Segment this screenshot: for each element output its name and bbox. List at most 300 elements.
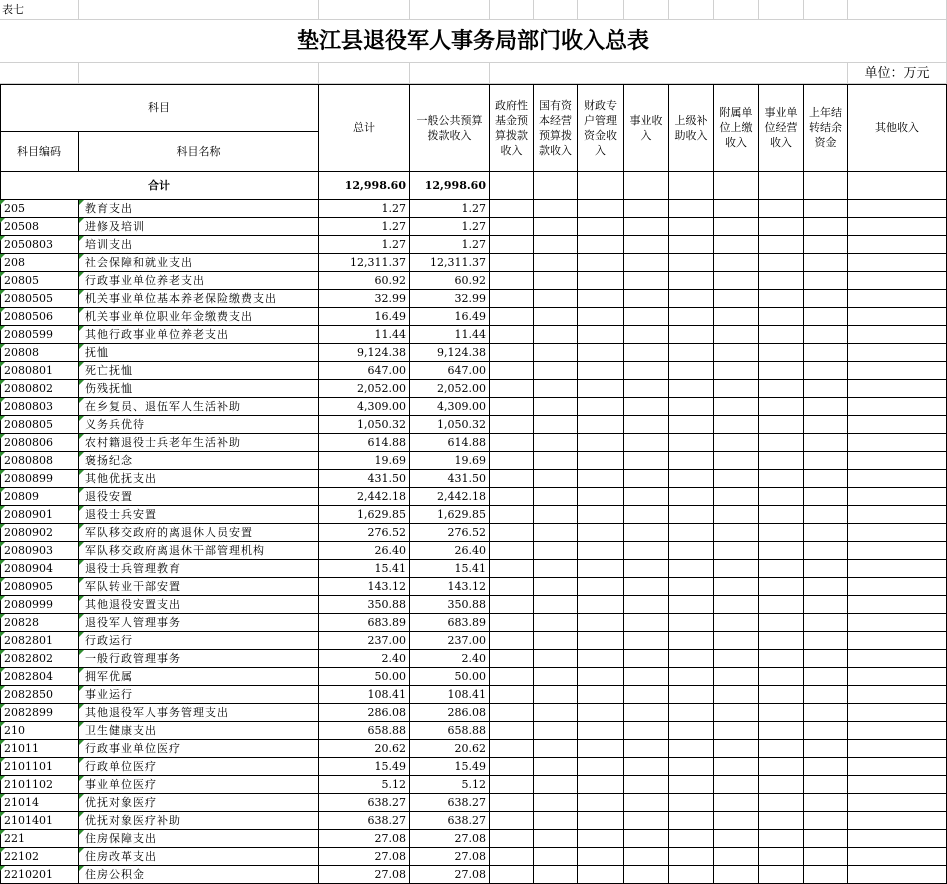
row-empty-cell xyxy=(804,398,848,416)
summary-empty xyxy=(848,172,947,200)
header-name: 科目名称 xyxy=(79,132,319,172)
row-empty-cell xyxy=(490,542,534,560)
row-general: 27.08 xyxy=(410,830,490,848)
row-empty-cell xyxy=(624,596,669,614)
row-empty-cell xyxy=(490,668,534,686)
row-empty-cell xyxy=(804,200,848,218)
row-total: 27.08 xyxy=(319,866,410,884)
row-empty-cell xyxy=(804,560,848,578)
row-code: 210 xyxy=(0,722,79,740)
row-empty-cell xyxy=(490,416,534,434)
row-name: 军队移交政府离退休干部管理机构 xyxy=(79,542,319,560)
row-general: 27.08 xyxy=(410,866,490,884)
row-empty-cell xyxy=(714,272,759,290)
row-empty-cell xyxy=(804,776,848,794)
row-total: 50.00 xyxy=(319,668,410,686)
row-empty-cell xyxy=(624,524,669,542)
row-code: 2101401 xyxy=(0,812,79,830)
row-name: 退役士兵管理教育 xyxy=(79,560,319,578)
row-empty-cell xyxy=(534,632,578,650)
row-general: 237.00 xyxy=(410,632,490,650)
row-empty-cell xyxy=(534,218,578,236)
grid-cell xyxy=(0,63,79,84)
row-empty-cell xyxy=(534,614,578,632)
row-code: 2080808 xyxy=(0,452,79,470)
row-empty-cell xyxy=(624,326,669,344)
header-subsidiary-remit: 附属单位上缴收入 xyxy=(714,84,759,172)
row-total: 15.41 xyxy=(319,560,410,578)
row-empty-cell xyxy=(490,452,534,470)
row-empty-cell xyxy=(848,632,947,650)
row-general: 1,629.85 xyxy=(410,506,490,524)
row-empty-cell xyxy=(848,272,947,290)
row-general: 2,442.18 xyxy=(410,488,490,506)
row-name: 军队转业干部安置 xyxy=(79,578,319,596)
row-empty-cell xyxy=(534,740,578,758)
summary-empty xyxy=(578,172,624,200)
row-empty-cell xyxy=(534,812,578,830)
row-empty-cell xyxy=(490,524,534,542)
row-empty-cell xyxy=(669,398,714,416)
row-general: 683.89 xyxy=(410,614,490,632)
row-empty-cell xyxy=(848,344,947,362)
header-code: 科目编码 xyxy=(0,132,79,172)
row-empty-cell xyxy=(669,830,714,848)
row-empty-cell xyxy=(759,614,804,632)
row-empty-cell xyxy=(490,326,534,344)
row-empty-cell xyxy=(714,740,759,758)
row-code: 2080903 xyxy=(0,542,79,560)
row-empty-cell xyxy=(624,200,669,218)
row-empty-cell xyxy=(848,668,947,686)
row-empty-cell xyxy=(578,398,624,416)
row-empty-cell xyxy=(534,524,578,542)
row-empty-cell xyxy=(759,506,804,524)
row-empty-cell xyxy=(804,866,848,884)
row-empty-cell xyxy=(848,254,947,272)
row-empty-cell xyxy=(714,452,759,470)
row-empty-cell xyxy=(578,380,624,398)
row-empty-cell xyxy=(490,290,534,308)
row-total: 658.88 xyxy=(319,722,410,740)
row-empty-cell xyxy=(759,650,804,668)
row-empty-cell xyxy=(804,218,848,236)
row-code: 2082899 xyxy=(0,704,79,722)
header-higher-subsidy: 上级补助收入 xyxy=(669,84,714,172)
row-empty-cell xyxy=(669,704,714,722)
row-empty-cell xyxy=(534,866,578,884)
row-empty-cell xyxy=(714,722,759,740)
row-code: 208 xyxy=(0,254,79,272)
row-empty-cell xyxy=(669,344,714,362)
row-general: 143.12 xyxy=(410,578,490,596)
row-empty-cell xyxy=(624,218,669,236)
row-empty-cell xyxy=(624,308,669,326)
header-other-income: 其他收入 xyxy=(848,84,947,172)
header-general-budget: 一般公共预算拨款收入 xyxy=(410,84,490,172)
row-empty-cell xyxy=(578,362,624,380)
row-general: 1,050.32 xyxy=(410,416,490,434)
row-general: 27.08 xyxy=(410,848,490,866)
row-empty-cell xyxy=(714,758,759,776)
summary-empty xyxy=(490,172,534,200)
row-empty-cell xyxy=(490,578,534,596)
row-name: 事业单位医疗 xyxy=(79,776,319,794)
row-empty-cell xyxy=(759,740,804,758)
row-empty-cell xyxy=(759,218,804,236)
row-empty-cell xyxy=(669,614,714,632)
row-empty-cell xyxy=(624,434,669,452)
row-empty-cell xyxy=(534,830,578,848)
row-general: 350.88 xyxy=(410,596,490,614)
row-empty-cell xyxy=(490,488,534,506)
row-empty-cell xyxy=(848,776,947,794)
row-total: 12,311.37 xyxy=(319,254,410,272)
row-empty-cell xyxy=(624,848,669,866)
row-general: 12,311.37 xyxy=(410,254,490,272)
row-empty-cell xyxy=(624,470,669,488)
row-empty-cell xyxy=(759,236,804,254)
row-code: 20809 xyxy=(0,488,79,506)
row-empty-cell xyxy=(848,380,947,398)
row-empty-cell xyxy=(759,812,804,830)
grid-cell xyxy=(79,63,319,84)
row-empty-cell xyxy=(490,686,534,704)
row-empty-cell xyxy=(624,380,669,398)
row-empty-cell xyxy=(624,236,669,254)
row-empty-cell xyxy=(848,200,947,218)
row-empty-cell xyxy=(804,488,848,506)
row-total: 2.40 xyxy=(319,650,410,668)
row-empty-cell xyxy=(624,650,669,668)
row-empty-cell xyxy=(490,812,534,830)
row-code: 2080901 xyxy=(0,506,79,524)
row-empty-cell xyxy=(759,380,804,398)
row-empty-cell xyxy=(624,812,669,830)
header-business-operation: 事业单位经营收入 xyxy=(759,84,804,172)
row-empty-cell xyxy=(490,866,534,884)
grid-cell xyxy=(79,0,319,20)
row-empty-cell xyxy=(578,488,624,506)
row-empty-cell xyxy=(490,614,534,632)
row-empty-cell xyxy=(669,272,714,290)
row-total: 1.27 xyxy=(319,200,410,218)
row-empty-cell xyxy=(534,686,578,704)
row-total: 2,052.00 xyxy=(319,380,410,398)
row-empty-cell xyxy=(714,308,759,326)
row-code: 2101102 xyxy=(0,776,79,794)
row-total: 1,629.85 xyxy=(319,506,410,524)
row-total: 108.41 xyxy=(319,686,410,704)
row-empty-cell xyxy=(534,398,578,416)
row-empty-cell xyxy=(624,686,669,704)
row-name: 教育支出 xyxy=(79,200,319,218)
row-code: 2080904 xyxy=(0,560,79,578)
row-name: 住房公积金 xyxy=(79,866,319,884)
row-empty-cell xyxy=(490,380,534,398)
row-empty-cell xyxy=(669,560,714,578)
row-total: 350.88 xyxy=(319,596,410,614)
row-general: 1.27 xyxy=(410,200,490,218)
grid-cell xyxy=(848,0,947,20)
row-total: 276.52 xyxy=(319,524,410,542)
row-empty-cell xyxy=(490,740,534,758)
row-general: 60.92 xyxy=(410,272,490,290)
row-empty-cell xyxy=(804,668,848,686)
row-empty-cell xyxy=(759,668,804,686)
row-empty-cell xyxy=(669,740,714,758)
row-empty-cell xyxy=(714,650,759,668)
summary-empty xyxy=(669,172,714,200)
row-total: 647.00 xyxy=(319,362,410,380)
row-total: 237.00 xyxy=(319,632,410,650)
row-empty-cell xyxy=(578,776,624,794)
row-empty-cell xyxy=(534,668,578,686)
row-empty-cell xyxy=(490,344,534,362)
row-empty-cell xyxy=(759,686,804,704)
row-empty-cell xyxy=(669,596,714,614)
row-empty-cell xyxy=(624,830,669,848)
row-empty-cell xyxy=(759,722,804,740)
row-empty-cell xyxy=(534,578,578,596)
row-name: 伤残抚恤 xyxy=(79,380,319,398)
row-empty-cell xyxy=(759,416,804,434)
row-empty-cell xyxy=(534,758,578,776)
row-empty-cell xyxy=(534,236,578,254)
row-empty-cell xyxy=(669,452,714,470)
row-code: 21014 xyxy=(0,794,79,812)
row-empty-cell xyxy=(669,668,714,686)
row-empty-cell xyxy=(714,398,759,416)
row-empty-cell xyxy=(714,200,759,218)
row-name: 退役士兵安置 xyxy=(79,506,319,524)
row-empty-cell xyxy=(578,740,624,758)
row-empty-cell xyxy=(490,506,534,524)
row-empty-cell xyxy=(578,560,624,578)
row-name: 其他退役军人事务管理支出 xyxy=(79,704,319,722)
row-empty-cell xyxy=(624,290,669,308)
row-empty-cell xyxy=(848,686,947,704)
row-empty-cell xyxy=(534,722,578,740)
row-empty-cell xyxy=(804,272,848,290)
row-empty-cell xyxy=(804,470,848,488)
row-empty-cell xyxy=(848,596,947,614)
row-empty-cell xyxy=(578,524,624,542)
row-empty-cell xyxy=(578,254,624,272)
row-empty-cell xyxy=(490,200,534,218)
row-empty-cell xyxy=(534,488,578,506)
row-empty-cell xyxy=(669,362,714,380)
row-general: 1.27 xyxy=(410,218,490,236)
row-empty-cell xyxy=(714,812,759,830)
row-empty-cell xyxy=(490,470,534,488)
row-empty-cell xyxy=(714,776,759,794)
row-name: 死亡抚恤 xyxy=(79,362,319,380)
row-general: 638.27 xyxy=(410,794,490,812)
row-general: 4,309.00 xyxy=(410,398,490,416)
row-general: 20.62 xyxy=(410,740,490,758)
row-general: 5.12 xyxy=(410,776,490,794)
row-empty-cell xyxy=(759,344,804,362)
row-name: 褒扬纪念 xyxy=(79,452,319,470)
grid-cell xyxy=(410,0,490,20)
row-empty-cell xyxy=(669,650,714,668)
row-empty-cell xyxy=(534,254,578,272)
row-empty-cell xyxy=(669,200,714,218)
row-empty-cell xyxy=(804,344,848,362)
row-empty-cell xyxy=(804,434,848,452)
row-total: 1,050.32 xyxy=(319,416,410,434)
row-empty-cell xyxy=(578,686,624,704)
row-empty-cell xyxy=(714,236,759,254)
row-general: 286.08 xyxy=(410,704,490,722)
row-empty-cell xyxy=(624,578,669,596)
row-empty-cell xyxy=(578,236,624,254)
row-total: 26.40 xyxy=(319,542,410,560)
row-general: 276.52 xyxy=(410,524,490,542)
row-empty-cell xyxy=(848,452,947,470)
row-empty-cell xyxy=(624,758,669,776)
row-empty-cell xyxy=(490,254,534,272)
row-empty-cell xyxy=(714,524,759,542)
row-empty-cell xyxy=(804,740,848,758)
row-name: 优抚对象医疗 xyxy=(79,794,319,812)
row-total: 143.12 xyxy=(319,578,410,596)
row-empty-cell xyxy=(804,524,848,542)
row-general: 11.44 xyxy=(410,326,490,344)
row-name: 进修及培训 xyxy=(79,218,319,236)
row-empty-cell xyxy=(759,596,804,614)
row-code: 2080505 xyxy=(0,290,79,308)
row-total: 614.88 xyxy=(319,434,410,452)
row-empty-cell xyxy=(534,506,578,524)
row-empty-cell xyxy=(848,470,947,488)
row-empty-cell xyxy=(714,362,759,380)
row-empty-cell xyxy=(624,776,669,794)
row-empty-cell xyxy=(714,380,759,398)
row-general: 108.41 xyxy=(410,686,490,704)
row-empty-cell xyxy=(669,470,714,488)
row-empty-cell xyxy=(804,452,848,470)
row-empty-cell xyxy=(759,434,804,452)
row-total: 5.12 xyxy=(319,776,410,794)
row-empty-cell xyxy=(714,560,759,578)
grid-cell xyxy=(319,63,410,84)
row-empty-cell xyxy=(534,326,578,344)
row-empty-cell xyxy=(759,794,804,812)
row-code: 2080599 xyxy=(0,326,79,344)
row-code: 2080999 xyxy=(0,596,79,614)
row-empty-cell xyxy=(534,362,578,380)
row-total: 27.08 xyxy=(319,830,410,848)
row-empty-cell xyxy=(714,542,759,560)
row-empty-cell xyxy=(759,542,804,560)
row-empty-cell xyxy=(714,794,759,812)
row-empty-cell xyxy=(759,326,804,344)
row-empty-cell xyxy=(759,362,804,380)
row-empty-cell xyxy=(578,542,624,560)
grid-cell xyxy=(410,63,490,84)
row-name: 行政单位医疗 xyxy=(79,758,319,776)
row-empty-cell xyxy=(669,380,714,398)
row-empty-cell xyxy=(669,416,714,434)
row-empty-cell xyxy=(624,488,669,506)
row-empty-cell xyxy=(759,272,804,290)
row-empty-cell xyxy=(759,704,804,722)
row-empty-cell xyxy=(490,362,534,380)
row-empty-cell xyxy=(669,308,714,326)
row-empty-cell xyxy=(534,848,578,866)
row-name: 机关事业单位基本养老保险缴费支出 xyxy=(79,290,319,308)
header-gov-fund: 政府性基金预算拨款收入 xyxy=(490,84,534,172)
row-total: 19.69 xyxy=(319,452,410,470)
row-empty-cell xyxy=(669,578,714,596)
row-code: 2080905 xyxy=(0,578,79,596)
row-empty-cell xyxy=(578,614,624,632)
row-empty-cell xyxy=(534,380,578,398)
row-empty-cell xyxy=(534,200,578,218)
row-general: 614.88 xyxy=(410,434,490,452)
row-general: 431.50 xyxy=(410,470,490,488)
row-code: 20805 xyxy=(0,272,79,290)
row-empty-cell xyxy=(624,254,669,272)
row-empty-cell xyxy=(624,668,669,686)
row-empty-cell xyxy=(759,488,804,506)
row-empty-cell xyxy=(804,290,848,308)
row-empty-cell xyxy=(669,524,714,542)
row-code: 221 xyxy=(0,830,79,848)
row-empty-cell xyxy=(714,326,759,344)
row-empty-cell xyxy=(714,632,759,650)
row-name: 卫生健康支出 xyxy=(79,722,319,740)
row-empty-cell xyxy=(578,290,624,308)
row-empty-cell xyxy=(848,326,947,344)
grid-cell xyxy=(669,0,714,20)
row-empty-cell xyxy=(534,416,578,434)
row-general: 15.49 xyxy=(410,758,490,776)
row-empty-cell xyxy=(848,524,947,542)
row-empty-cell xyxy=(669,326,714,344)
row-empty-cell xyxy=(804,812,848,830)
row-empty-cell xyxy=(848,218,947,236)
row-code: 205 xyxy=(0,200,79,218)
row-empty-cell xyxy=(578,812,624,830)
row-name: 退役安置 xyxy=(79,488,319,506)
row-empty-cell xyxy=(490,776,534,794)
row-empty-cell xyxy=(578,578,624,596)
row-code: 2080506 xyxy=(0,308,79,326)
grid-cell xyxy=(534,0,578,20)
row-empty-cell xyxy=(669,794,714,812)
row-empty-cell xyxy=(714,488,759,506)
page-title: 垫江县退役军人事务局部门收入总表 xyxy=(0,20,947,63)
row-general: 1.27 xyxy=(410,236,490,254)
row-empty-cell xyxy=(759,578,804,596)
row-empty-cell xyxy=(578,452,624,470)
row-empty-cell xyxy=(804,758,848,776)
row-name: 行政事业单位养老支出 xyxy=(79,272,319,290)
row-empty-cell xyxy=(490,704,534,722)
row-name: 住房保障支出 xyxy=(79,830,319,848)
grid-cell xyxy=(624,0,669,20)
row-code: 21011 xyxy=(0,740,79,758)
row-empty-cell xyxy=(804,362,848,380)
row-empty-cell xyxy=(578,866,624,884)
row-empty-cell xyxy=(804,416,848,434)
row-empty-cell xyxy=(669,722,714,740)
row-empty-cell xyxy=(714,614,759,632)
row-empty-cell xyxy=(804,542,848,560)
